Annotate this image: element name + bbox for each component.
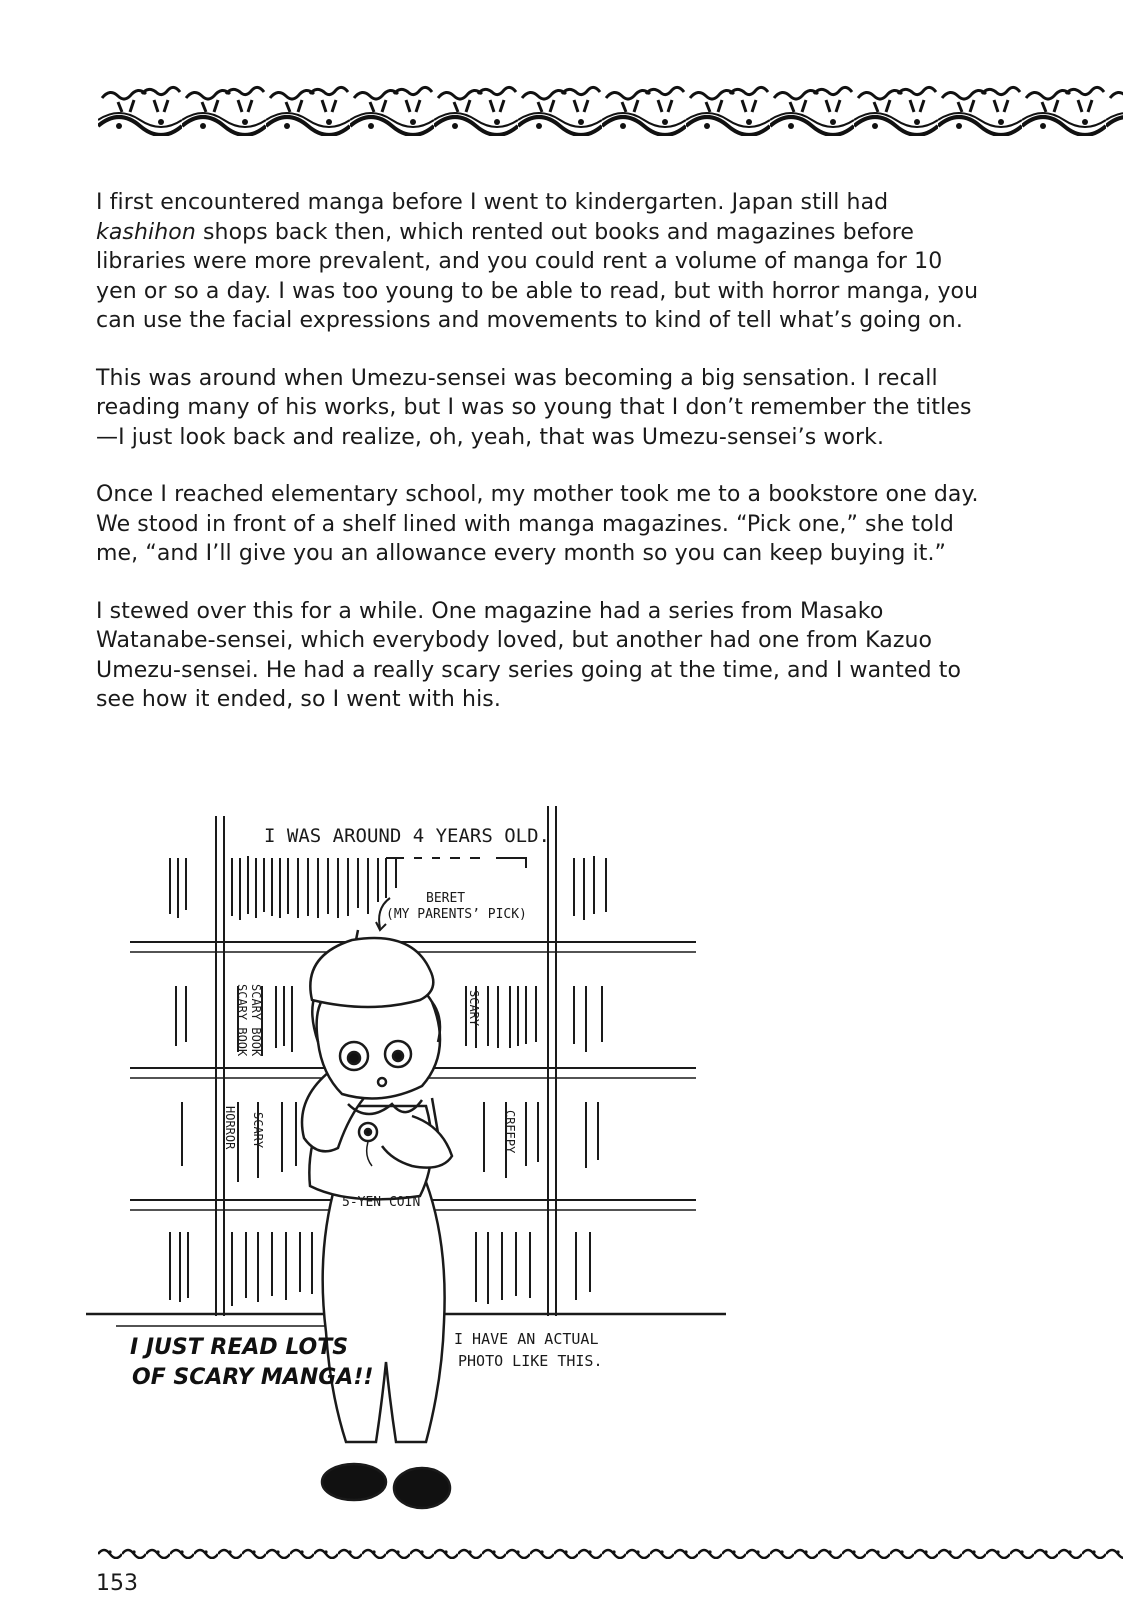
essay-text: [96, 188, 986, 743]
spine-horror: HORROR: [223, 1106, 237, 1150]
beret-pick-label: (MY PARENTS’ PICK): [386, 907, 527, 922]
bold-caption-line1: I JUST READ LOTS: [130, 1335, 349, 1360]
ornamental-bottom-border: [98, 1545, 1123, 1559]
photo-note-line1: I HAVE AN ACTUAL: [454, 1330, 599, 1348]
paragraph-1: I first encountered manga before I went to kindergarten. Japan still had kashihon shops back then, which rented out books and magazines before libraries were more prevalent, and you could rent a volume of manga for 10 yen or so a day. I was too young to be able to read, but with horror manga, you can use the facial expressions and movements to kind of tell what’s going on.: [96, 190, 979, 333]
coin-label: 5-YEN COIN: [342, 1195, 421, 1210]
manga-illustration: [86, 806, 726, 1538]
spine-creepy: CREEPY: [503, 1110, 517, 1154]
kashihon-term: kashihon: [96, 219, 196, 245]
paragraph-4: I stewed over this for a while. One magazine had a series from Masako Watanabe-sensei, which everybody loved, but another had one from Kazuo Umezu-sensei. He had a really scary series going at the time, and I wanted to see how it ended, so I went with his.: [96, 598, 962, 712]
photo-note-line2: PHOTO LIKE THIS.: [458, 1352, 603, 1370]
spine-scary-book-2: SCARY BOOK: [235, 984, 249, 1057]
paragraph-2: This was around when Umezu-sensei was becoming a big sensation. I recall reading many of his works, but I was so young that I don’t remember the titles—I just look back and realize, oh, yeah, that was Umezu-sensei’s work.: [96, 365, 972, 450]
paragraph-3: Once I reached elementary school, my mother took me to a bookstore one day. We stood in front of a shelf lined with manga magazines. “Pick one,” she told me, “and I’ll give you an allowance every month so you can keep buying it.”: [96, 482, 979, 566]
caption-age: I WAS AROUND 4 YEARS OLD.: [264, 825, 550, 847]
spine-scary-book-1: SCARY BOOK: [249, 984, 263, 1057]
beret-label: BERET: [426, 891, 466, 906]
spine-scary-low: SCARY: [251, 1112, 265, 1149]
spine-scary-right: SCARY: [467, 990, 481, 1027]
page-number: 153: [96, 1571, 138, 1596]
ornamental-top-border: [98, 80, 1123, 136]
bold-caption-line2: OF SCARY MANGA!!: [132, 1365, 374, 1390]
